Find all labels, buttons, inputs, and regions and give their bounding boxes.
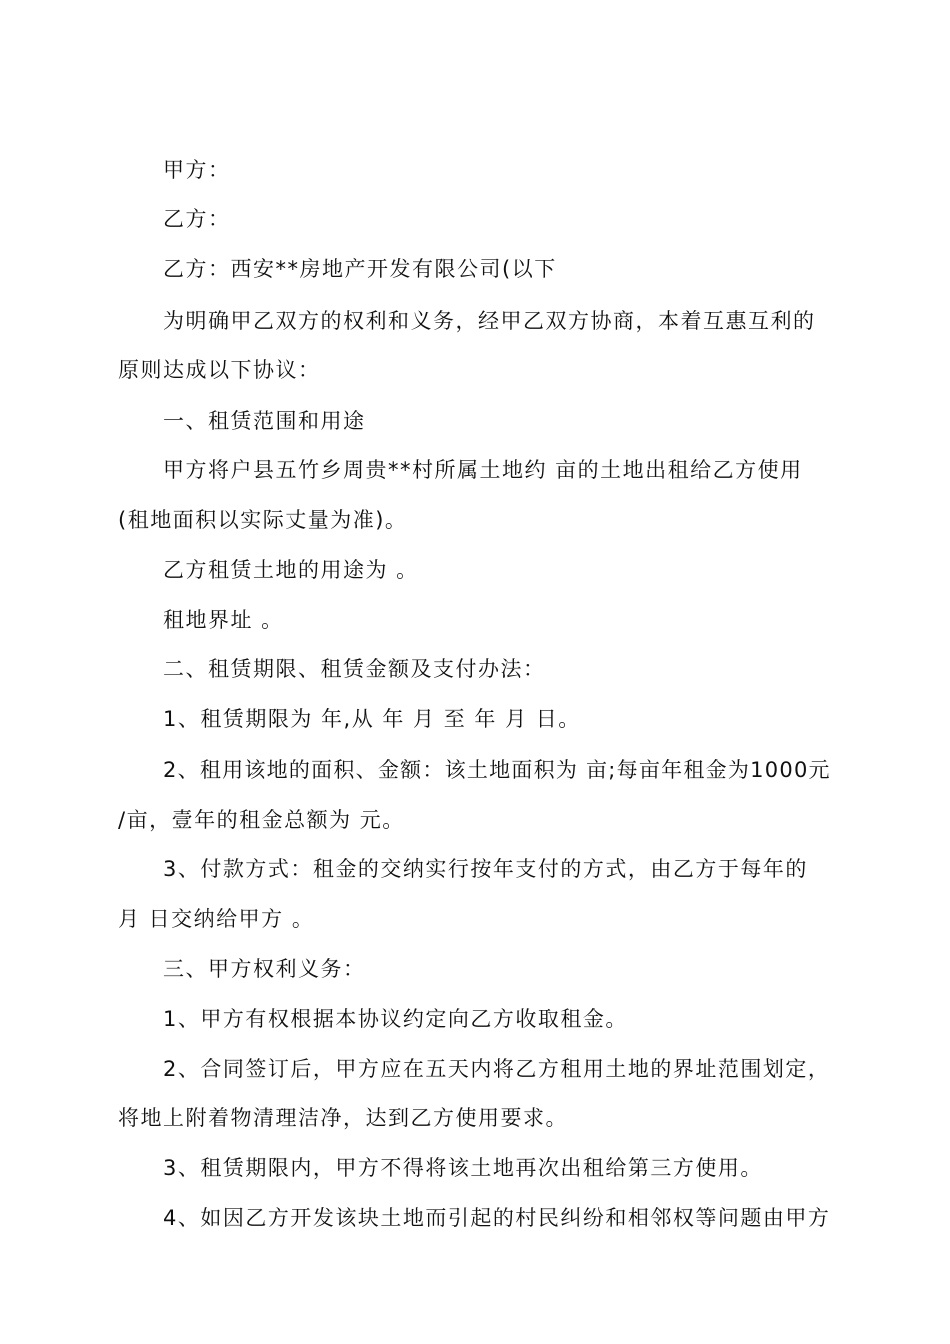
- party-a-right-1: 1、甲方有权根据本协议约定向乙方收取租金。: [163, 1007, 628, 1031]
- section-1-para-line-2: (租地面积以实际丈量为准)。: [118, 508, 408, 532]
- section-1-para-line-1: 甲方将户县五竹乡周贵**村所属土地约 亩的土地出租给乙方使用: [163, 458, 803, 482]
- land-boundary-line: 租地界址 。: [163, 608, 284, 632]
- section-1-heading: 一、租赁范围和用途: [163, 409, 366, 433]
- preamble-line-1: 为明确甲乙双方的权利和义务，经甲乙双方协商，本着互惠互利的: [163, 309, 816, 333]
- party-a-right-2-line-2: 将地上附着物清理洁净，达到乙方使用要求。: [118, 1106, 568, 1130]
- land-use-line: 乙方租赁土地的用途为 。: [163, 558, 419, 582]
- party-a-line: 甲方：: [163, 158, 231, 182]
- preamble-line-2: 原则达成以下协议：: [118, 358, 321, 382]
- lease-term-line: 1、租赁期限为 年,从 年 月 至 年 月 日。: [163, 707, 581, 731]
- payment-method-line-2: 月 日交纳给甲方 。: [118, 907, 315, 931]
- section-2-heading: 二、租赁期限、租赁金额及支付办法：: [163, 657, 546, 681]
- area-amount-line-1: 2、租用该地的面积、金额：该土地面积为 亩;每亩年租金为1000元: [163, 758, 831, 782]
- party-a-right-4: 4、如因乙方开发该块土地而引起的村民纠纷和相邻权等问题由甲方: [163, 1206, 831, 1230]
- party-a-right-2-line-1: 2、合同签订后，甲方应在五天内将乙方租用土地的界址范围划定，: [163, 1057, 831, 1081]
- party-a-right-3: 3、租赁期限内，甲方不得将该土地再次出租给第三方使用。: [163, 1156, 763, 1180]
- party-b-company-line: 乙方：西安**房地产开发有限公司(以下: [163, 257, 557, 281]
- section-3-heading: 三、甲方权利义务：: [163, 957, 366, 981]
- payment-method-line-1: 3、付款方式：租金的交纳实行按年支付的方式，由乙方于每年的: [163, 857, 808, 881]
- party-b-line: 乙方：: [163, 207, 231, 231]
- area-amount-line-2: /亩，壹年的租金总额为 元。: [118, 808, 405, 832]
